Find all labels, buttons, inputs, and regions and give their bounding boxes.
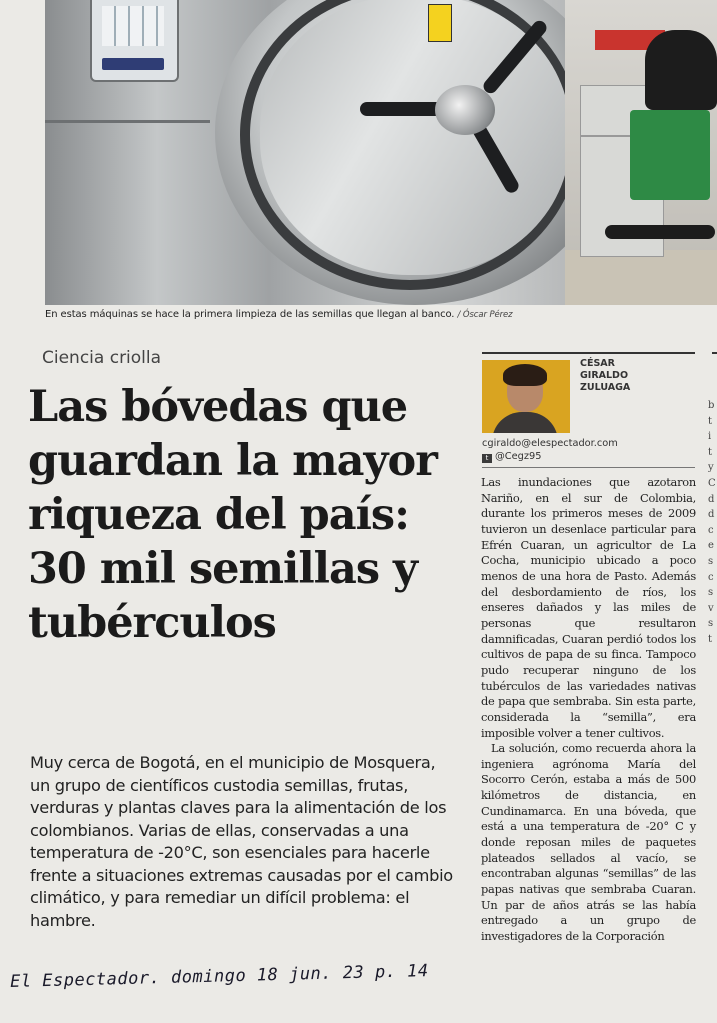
twitter-icon: t [482, 454, 492, 463]
article-body [481, 475, 696, 945]
lab-chair [645, 30, 717, 110]
author-top-rule [482, 352, 695, 354]
handwritten-note: El Espectador. domingo 18 jun. 23 p. 14 [9, 961, 429, 993]
article-photo [45, 0, 717, 305]
author-bottom-rule [482, 467, 695, 468]
machine-control-panel [90, 0, 179, 82]
body-paragraph: La solución, como recuerda ahora la ingeniera agrónoma María del Socorro Cerón, estaba a más de 500 kilómetros de distancia, en Cundinamarca. En una bóveda, que está a una temperatura de -20° C y donde reposan miles de paquetes plateados sellados al vacío, se encontraban algunas “semillas” de las papas nativas que sembraba Cuaran. Un par de años atrás se las había entregado a un grupo de investigadores de la Corporación [481, 741, 696, 944]
author-email: cgiraldo@elespectador.com [482, 438, 618, 449]
headline: Las bóvedas que guardan la mayor riqueza del país: 30 mil semillas y tubérculos [28, 382, 437, 648]
body-paragraph: Las inundaciones que azotaron Nariño, en el sur de Colombia, durante los primeros meses de 2009 tuvieron un desenlace particular para Efrén Cuaran, un agricultor de La Cocha, municipio ubicado a poco menos de una hora de Pasto. Además del desbordamiento de ríos, los enseres dañados y las miles de personas que resultaron damnificadas, Cuaran perdió todos los cultivos de papa de su finca. Tampoco pudo recuperar ninguno de los tubérculos de las variedades nativas de papa que sembraba. Sin esta parte, considerada la “semilla”, era imposible volver a tener cultivos. [481, 475, 696, 740]
photo-caption: En estas máquinas se hace la primera limpieza de las semillas que llegan al banco. / Óscar Pérez [45, 309, 513, 320]
edge-column-fragment: b t i t y C d d c e s c s v s t [708, 400, 716, 645]
lead-paragraph: Muy cerca de Bogotá, en el municipio de Mosquera, un grupo de científicos custodia semillas, frutas, verduras y plantas claves para la alimentación de los colombianos. Varias de ellas, conservadas a una temperatura de -20°C, son esenciales para hacerle frente a situaciones extremas causadas por el cambio climático, y para remediar un difícil problema: el hambre. [30, 753, 453, 930]
author-twitter: t @Cegz95 [482, 451, 542, 463]
author-name: CÉSAR GIRALDO ZULUAGA [580, 358, 631, 393]
section-tag: Ciencia criolla [42, 348, 162, 368]
photo-credit: / Óscar Pérez [457, 310, 513, 320]
warning-sticker [428, 4, 452, 42]
door-hub [435, 85, 495, 135]
author-photo [482, 360, 570, 433]
